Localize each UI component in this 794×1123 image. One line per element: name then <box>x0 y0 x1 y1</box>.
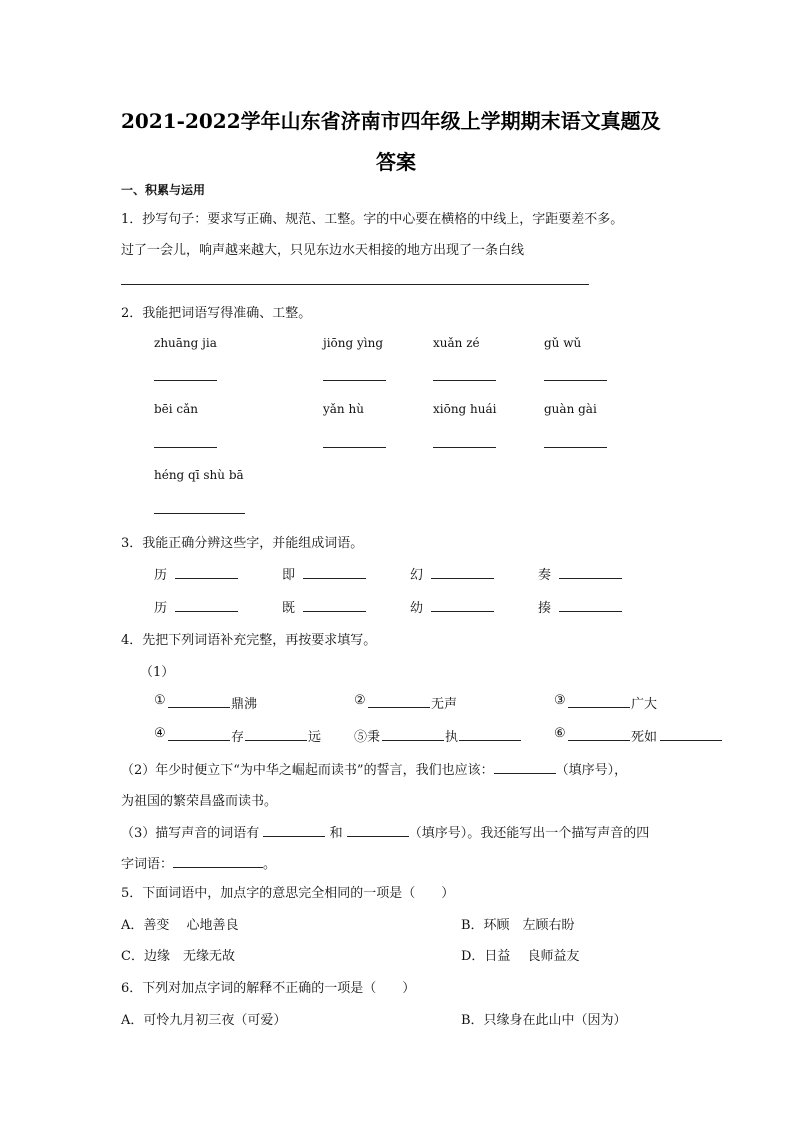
idiom-fragment: 执 <box>445 730 459 745</box>
sub-question-3 <box>121 822 649 841</box>
answer-blank[interactable] <box>154 513 245 514</box>
pinyin-1: zhuāng jia <box>154 336 217 350</box>
char-3: 幻 <box>410 568 424 583</box>
answer-blank[interactable] <box>154 380 217 381</box>
sub-question-3-note: （填序号）。我还能写出一个描写声音的四 <box>408 826 650 841</box>
answer-blank[interactable] <box>173 855 263 868</box>
question-3-prompt: 3．我能正确分辨这些字，并能组成词语。 <box>121 536 364 551</box>
sub-question-3-label: 字词语： <box>121 857 174 872</box>
sub-question-3-and: 和 <box>329 826 343 841</box>
answer-blank[interactable] <box>660 740 722 741</box>
option-d[interactable]: D．日益 良师益友 <box>461 949 580 964</box>
answer-blank[interactable] <box>568 740 630 741</box>
sub-question-3-text: （3）描写声音的词语有 <box>121 826 260 841</box>
pinyin-9: héng qī shù bā <box>154 468 244 482</box>
answer-blank[interactable] <box>459 740 521 741</box>
char-5: 历 <box>154 601 168 616</box>
answer-blank[interactable] <box>263 824 325 837</box>
answer-blank[interactable] <box>568 707 630 708</box>
page-title: 2021-2022学年山东省济南市四年级上学期期末语文真题及 <box>121 109 661 133</box>
section-heading: 一、积累与运用 <box>121 183 206 197</box>
idiom-fragment: 死如 <box>631 730 658 745</box>
answer-blank[interactable] <box>154 447 217 448</box>
pinyin-8: guàn gài <box>544 402 597 416</box>
question-5-prompt: 5．下面词语中，加点字的意思完全相同的一项是（ ） <box>121 886 455 901</box>
answer-blank[interactable] <box>431 578 494 579</box>
answer-blank[interactable] <box>303 578 366 579</box>
item-marker-5: ⑤秉 <box>354 730 381 745</box>
item-marker-3: ③ <box>554 693 566 708</box>
question-6-prompt: 6．下列对加点字词的解释不正确的一项是（ ） <box>121 981 416 996</box>
char-2: 即 <box>282 568 296 583</box>
answer-blank[interactable] <box>431 611 494 612</box>
sub-question-1-label: （1） <box>140 665 175 680</box>
answer-blank[interactable] <box>175 611 238 612</box>
sub-question-2 <box>121 759 627 778</box>
answer-blank[interactable] <box>168 707 230 708</box>
answer-blank[interactable] <box>347 824 409 837</box>
idiom-fragment: 无声 <box>431 697 458 712</box>
sub-question-2-note: （填序号）， <box>555 763 628 778</box>
option-a[interactable]: A．可怜九月初三夜（可爱） <box>121 1013 287 1028</box>
char-1: 历 <box>154 568 168 583</box>
question-2-prompt: 2．我能把词语写得准确、工整。 <box>121 306 312 321</box>
idiom-fragment: 存 <box>231 730 245 745</box>
pinyin-3: xuǎn zé <box>433 336 480 350</box>
answer-blank[interactable] <box>168 740 230 741</box>
answer-blank[interactable] <box>433 447 496 448</box>
answer-blank[interactable] <box>245 740 307 741</box>
idiom-fragment: 广大 <box>631 697 658 712</box>
char-4: 奏 <box>538 568 552 583</box>
idiom-fragment: 远 <box>308 730 322 745</box>
answer-blank[interactable] <box>368 707 430 708</box>
answer-blank[interactable] <box>175 578 238 579</box>
pinyin-7: xiōng huái <box>433 402 497 416</box>
answer-blank[interactable] <box>323 380 386 381</box>
answer-blank[interactable] <box>494 761 556 774</box>
answer-blank[interactable] <box>544 447 607 448</box>
question-1-sentence: 过了一会儿，响声越来越大，只见东边水天相接的地方出现了一条白线 <box>121 243 525 258</box>
answer-blank[interactable] <box>544 380 607 381</box>
question-4-prompt: 4．先把下列词语补充完整，再按要求填写。 <box>121 633 377 648</box>
idiom-fragment: 鼎沸 <box>231 697 258 712</box>
answer-blank[interactable] <box>303 611 366 612</box>
answer-blank[interactable] <box>433 380 496 381</box>
option-a[interactable]: A．善变 心地善良 <box>121 918 239 933</box>
option-c[interactable]: C．边缘 无缘无故 <box>121 949 235 964</box>
pinyin-2: jiōng yìng <box>323 336 384 350</box>
page-title-continued: 答案 <box>376 150 416 174</box>
sub-question-2-continued: 为祖国的繁荣昌盛而读书。 <box>121 794 278 809</box>
pinyin-6: yǎn hù <box>323 402 364 416</box>
item-marker-6: ⑥ <box>554 726 566 741</box>
option-b[interactable]: B．环顾 左顾右盼 <box>461 918 575 933</box>
pinyin-5: bēi cǎn <box>154 402 199 416</box>
item-marker-1: ① <box>154 693 166 708</box>
answer-blank[interactable] <box>559 578 622 579</box>
copy-line[interactable] <box>121 284 589 285</box>
sub-question-3-continued <box>121 853 276 872</box>
item-marker-4: ④ <box>154 726 166 741</box>
char-8: 揍 <box>538 601 552 616</box>
answer-blank[interactable] <box>559 611 622 612</box>
sub-question-2-text: （2）年少时便立下“为中华之崛起而读书”的誓言，我们也应该： <box>121 763 494 778</box>
pinyin-4: gǔ wǔ <box>544 336 582 350</box>
answer-blank[interactable] <box>382 740 444 741</box>
item-marker-2: ② <box>354 693 366 708</box>
sub-question-3-end: 。 <box>263 857 277 872</box>
char-7: 幼 <box>410 601 424 616</box>
answer-blank[interactable] <box>323 447 386 448</box>
char-6: 既 <box>282 601 296 616</box>
question-1-prompt: 1．抄写句子：要求写正确、规范、工整。字的中心要在横格的中线上，字距要差不多。 <box>121 212 624 227</box>
option-b[interactable]: B．只缘身在此山中（因为） <box>461 1013 627 1028</box>
